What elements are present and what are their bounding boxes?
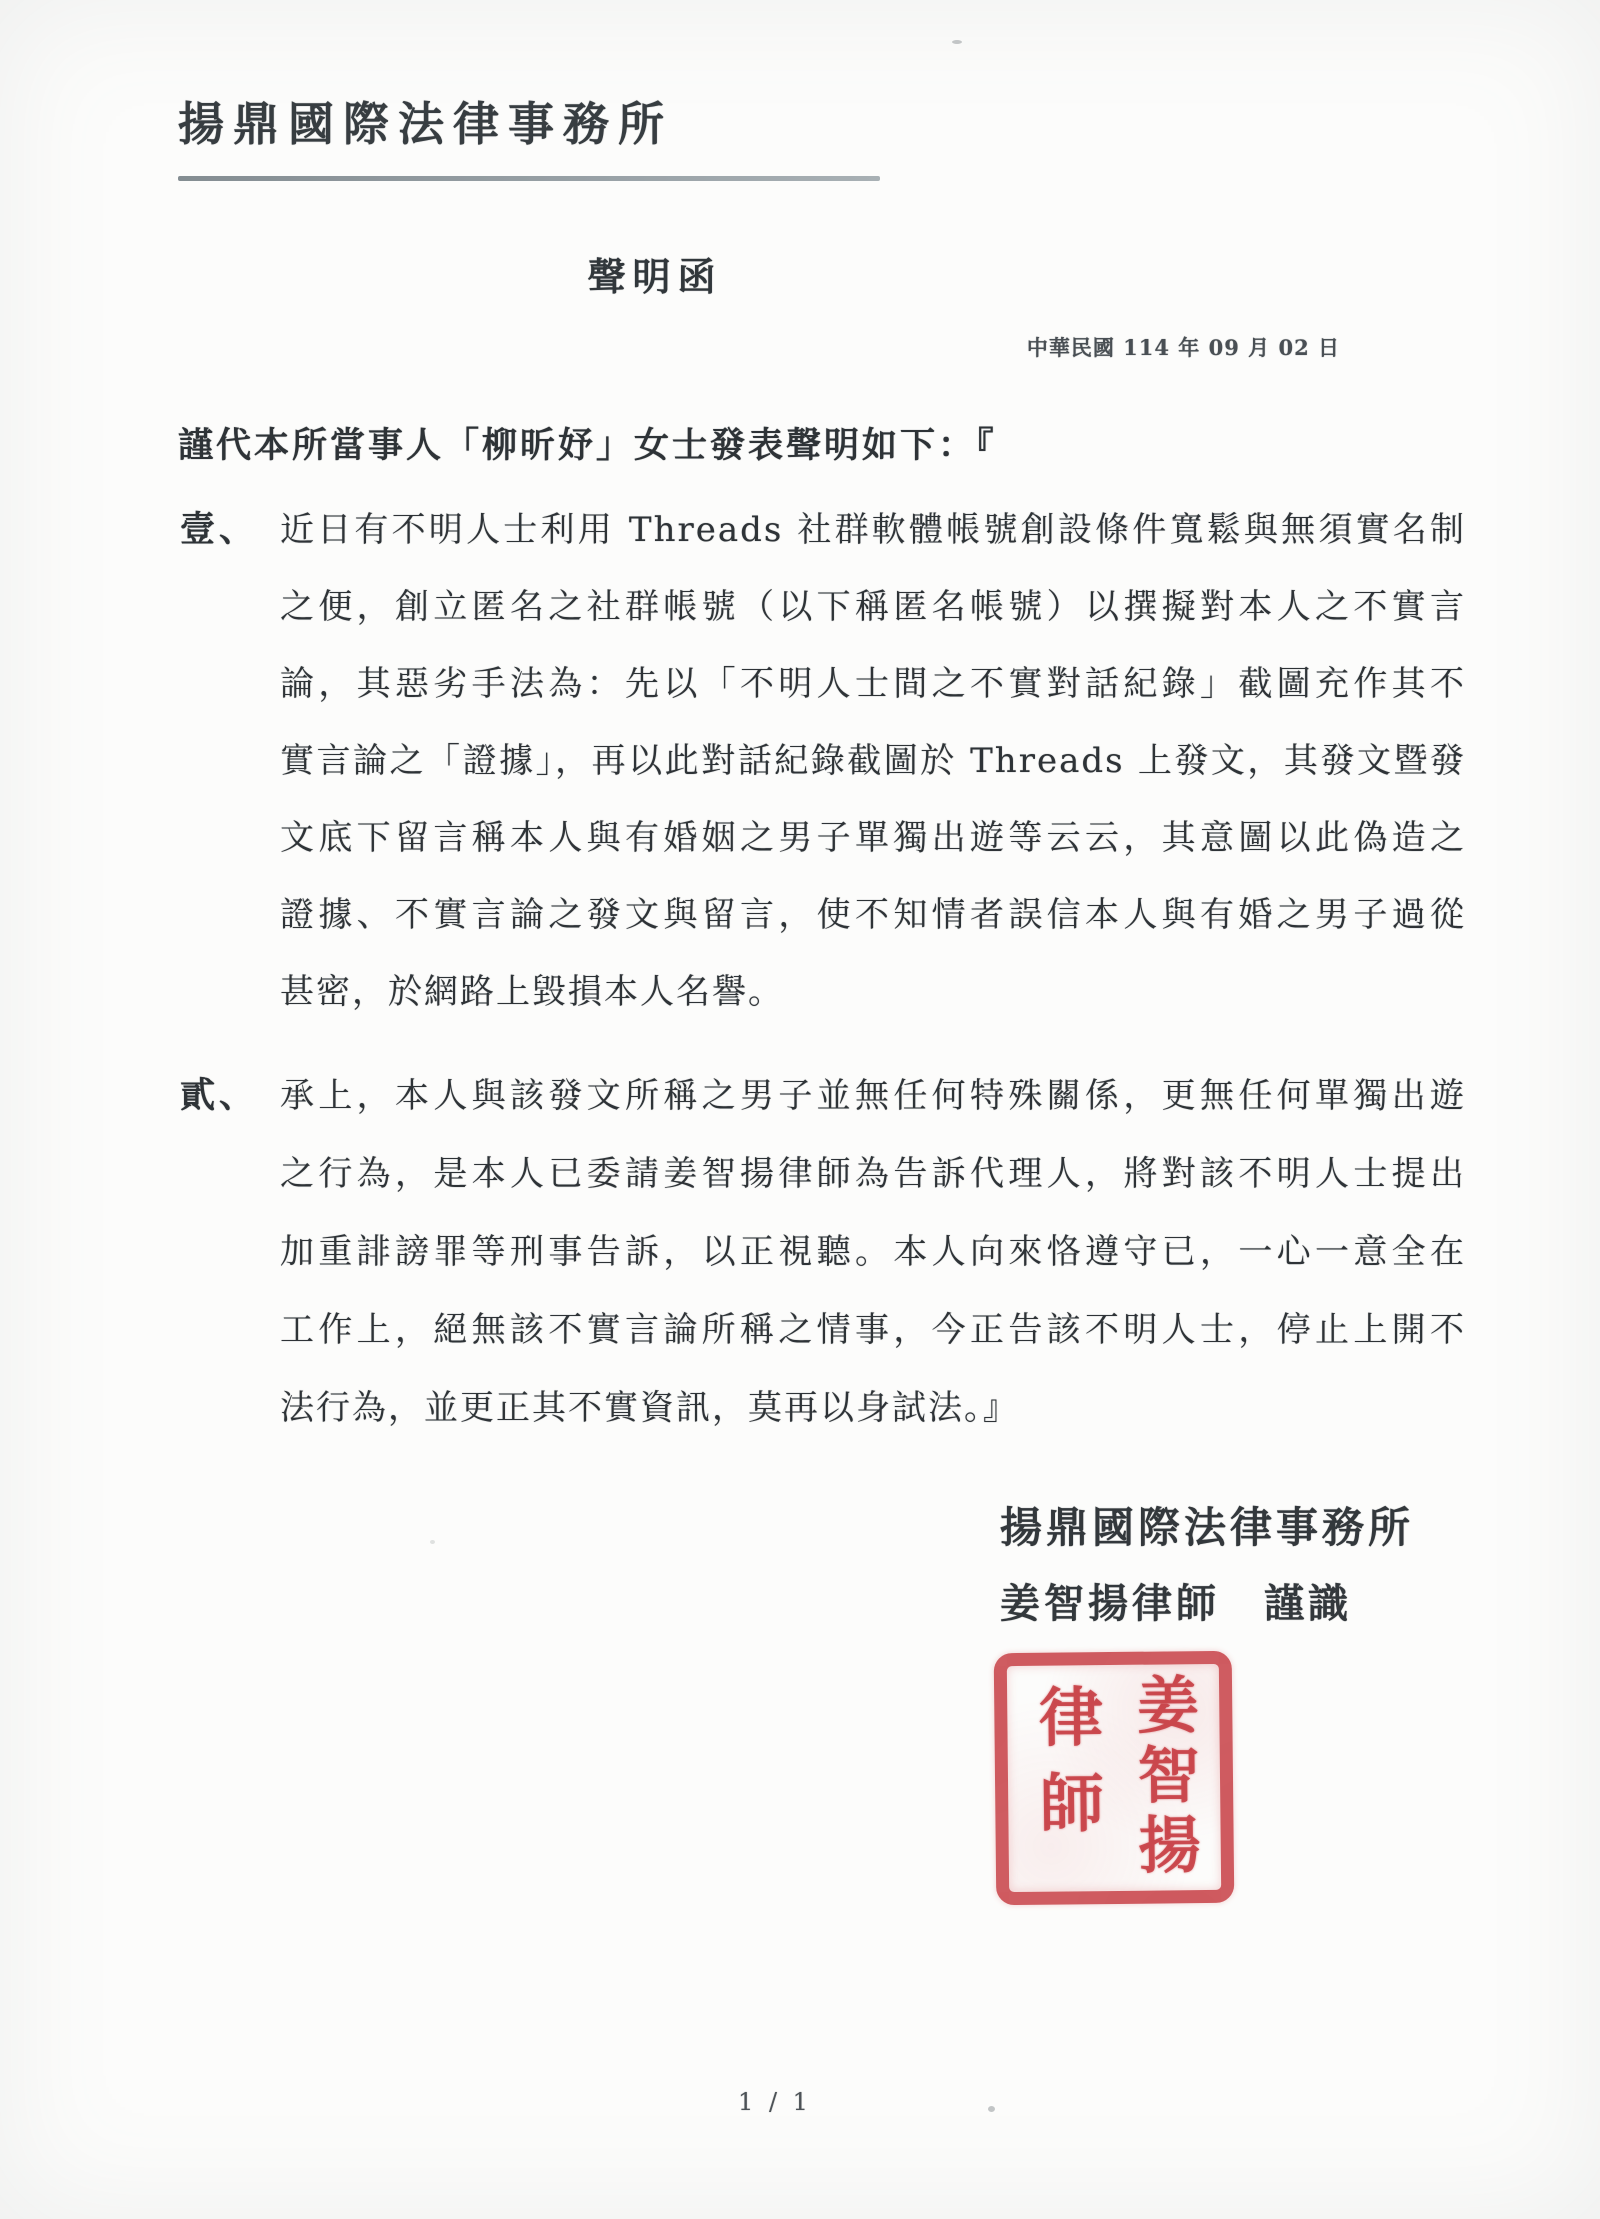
- document-title: 聲明函: [587, 254, 723, 299]
- letterhead-divider: [178, 176, 880, 181]
- paragraph-one-line: 之便，創立匿名之社群帳號（以下稱匿名帳號）以撰擬對本人之不實言: [280, 587, 1466, 627]
- seal-left-column: 律師: [1027, 1683, 1105, 1856]
- scan-artifact: [988, 2106, 995, 2112]
- seal-right-column: 姜智揚: [1126, 1672, 1202, 1883]
- paragraph-two-label: 貳、: [180, 1075, 259, 1116]
- lawyer-seal-stamp: [994, 1651, 1235, 1905]
- paragraph-two-line: 加重誹謗罪等刑事告訴，以正視聽。本人向來恪遵守已，一心一意全在: [280, 1232, 1466, 1272]
- paragraph-two-line: 法行為，並更正其不實資訊，莫再以身試法。』: [280, 1388, 1019, 1428]
- signature-lawyer-name: 姜智揚律師 謹識: [1000, 1580, 1352, 1627]
- paragraph-two-line: 承上，本人與該發文所稱之男子並無任何特殊關係，更無任何單獨出遊: [280, 1076, 1466, 1116]
- page-number: 1 / 1: [738, 2088, 812, 2116]
- document-date: 中華民國 114 年 09 月 02 日: [1026, 335, 1340, 360]
- signature-firm-name: 揚鼎國際法律事務所: [1000, 1503, 1415, 1552]
- paragraph-one-line: 證據、不實言論之發文與留言，使不知情者誤信本人與有婚之男子過從: [280, 895, 1466, 935]
- paragraph-two-line: 工作上，絕無該不實言論所稱之情事，今正告該不明人士，停止上開不: [280, 1310, 1466, 1350]
- paragraph-one-label: 壹、: [180, 509, 259, 550]
- paragraph-one-line: 甚密，於網路上毀損本人名譽。: [280, 972, 784, 1012]
- paragraph-one-line: 文底下留言稱本人與有婚姻之男子單獨出遊等云云，其意圖以此偽造之: [280, 818, 1466, 858]
- paragraph-two-line: 之行為，是本人已委請姜智揚律師為告訴代理人，將對該不明人士提出: [280, 1154, 1466, 1194]
- paragraph-one-line: 論，其惡劣手法為：先以「不明人士間之不實對話紀錄」截圖充作其不: [280, 664, 1466, 704]
- paragraph-one-line: 實言論之「證據」，再以此對話紀錄截圖於 Threads 上發文，其發文暨發: [280, 741, 1466, 781]
- scan-artifact: [952, 40, 962, 44]
- scan-artifact: [430, 1540, 435, 1544]
- letterhead-firm-name: 揚鼎國際法律事務所: [178, 97, 673, 151]
- intro-line: 謹代本所當事人「柳昕妤」女士發表聲明如下：『: [178, 425, 997, 466]
- paragraph-one-line: 近日有不明人士利用 Threads 社群軟體帳號創設條件寬鬆與無須實名制: [280, 510, 1466, 550]
